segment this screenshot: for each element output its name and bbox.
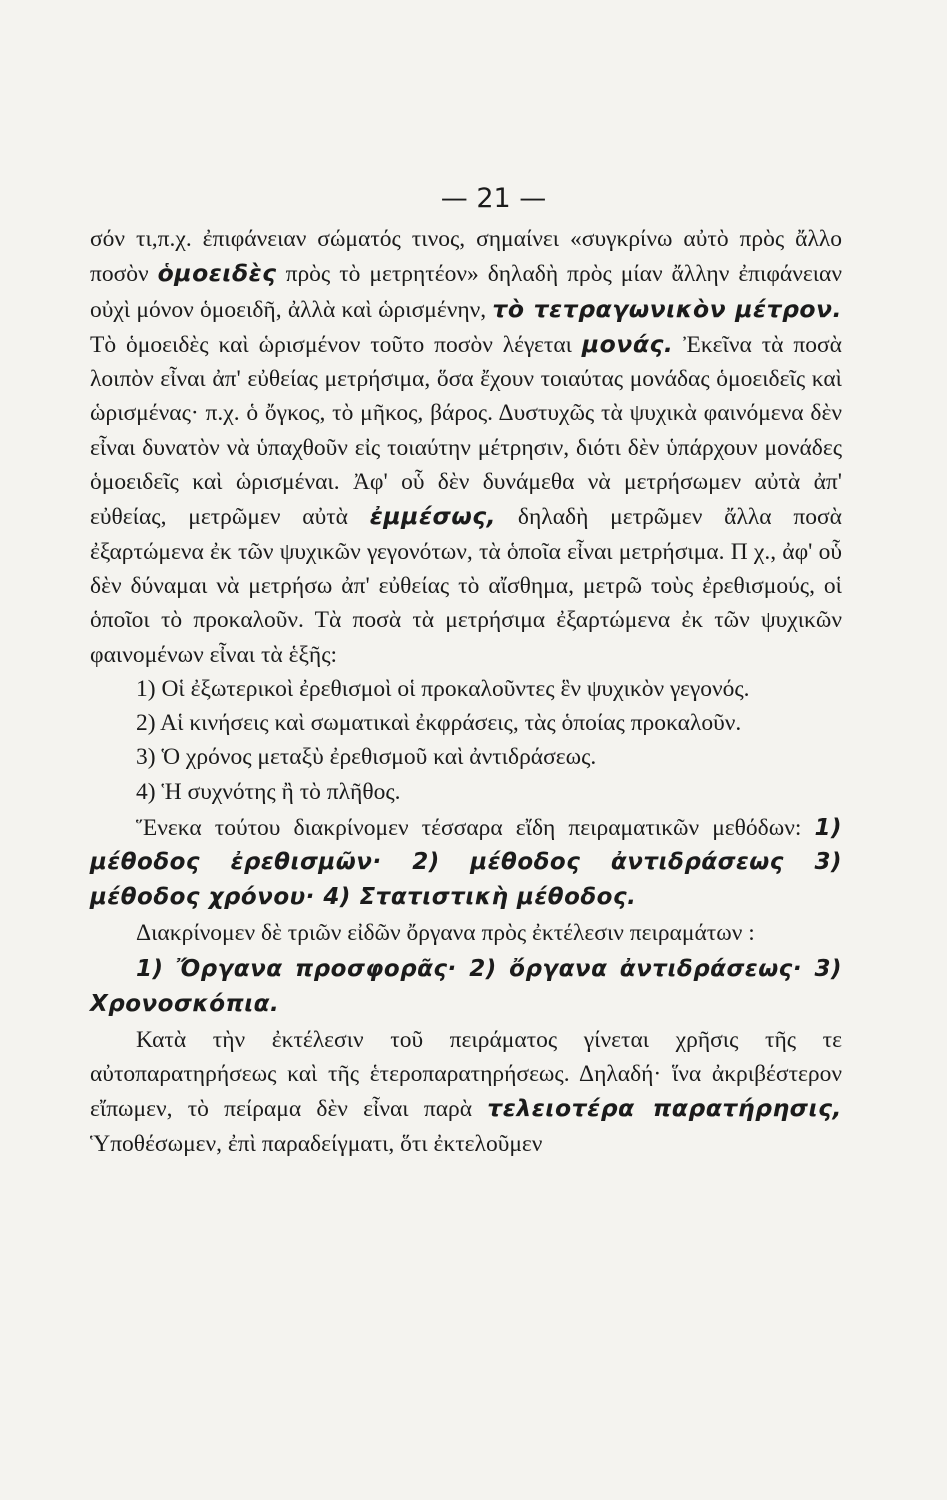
emphasis-term: ἐμμέσως, xyxy=(369,502,497,531)
text-run: Ὑποθέσωμεν, ἐπὶ παραδείγματι, ὅτι ἐκτελοῦμεν xyxy=(90,1130,543,1157)
paragraph-instruments xyxy=(90,916,842,950)
paragraph-observation xyxy=(90,1023,842,1161)
paragraph-instrument-list xyxy=(90,952,842,1021)
list-item: 3) Ὁ χρόνος μεταξὺ ἐρεθισμοῦ καὶ ἀντιδράσεως. xyxy=(136,744,597,771)
list-item: 2) Αἱ κινήσεις καὶ σωματικαὶ ἐκφράσεις, τὰς ὁποίας προκαλοῦν. xyxy=(136,710,742,737)
emphasis-term: μονάς. xyxy=(581,329,674,358)
emphasis-term: τελειοτέρα παρατήρησις, xyxy=(487,1094,842,1123)
page-number: — 21 — xyxy=(440,183,547,214)
text-run: δηλαδὴ μετρῶμεν ἄλλα ποσὰ ἐξαρτώμενα ἐκ τῶν ψυχικῶν γεγονότων, τὰ ὁποῖα εἶναι μετρήσιμα. Π χ., ἀφ' οὗ δὲν δύναμαι νὰ μετρήσω ἀπ' εὐθείας τὸ αἴσθημα, μετρῶ τοὺς ἐρεθισμούς, οἱ ὁποῖοι τὸ προκαλοῦν. Τὰ ποσὰ τὰ μετρήσιμα ἐξαρτώμενα ἐκ τῶν ψυχικῶν φαινομένων εἶναι τὰ ἑξῆς: xyxy=(90,504,842,668)
paragraph-methods xyxy=(90,811,842,914)
page-body xyxy=(90,222,842,1161)
text-run: Διακρίνομεν δὲ τριῶν εἰδῶν ὄργανα πρὸς ἐκτέλεσιν πειραμάτων : xyxy=(136,919,755,946)
emphasis-term: 1) μέθοδος ἐρεθισμῶν· 2) μέθοδος ἀντιδράσεως 3) μέθοδος χρόνου· 4) Στατιστικὴ μέθοδος. xyxy=(90,815,842,910)
list-item: 1) Οἱ ἐξωτερικοὶ ἐρεθισμοὶ οἱ προκαλοῦντες ἓν ψυχικὸν γεγονός. xyxy=(136,675,750,702)
emphasis-term: τὸ τετραγωνικὸν μέτρον. xyxy=(492,294,842,323)
text-run: Τὸ ὁμοειδὲς καὶ ὡρισμένον τοῦτο ποσὸν λέγεται xyxy=(90,331,582,358)
emphasis-term: 1) Ὄργανα προσφορᾶς· 2) ὄργανα ἀντιδράσεως· 3) Χρονοσκόπια. xyxy=(90,956,842,1017)
emphasis-term: ὁμοειδὲς xyxy=(157,259,277,288)
text-run: πρὸς τὸ μετρητέον» δηλαδὴ πρὸς μίαν ἄλλην ἐπιφάνειαν οὐχὶ μόνον ὁμοειδῆ, ἀλλὰ καὶ ὡρισμένην, xyxy=(90,261,842,323)
text-run: σόν τι,π.χ. ἐπιφάνειαν σώματός τινος, σημαίνει «συγκρίνω αὐτὸ πρὸς ἄλλο ποσὸν xyxy=(90,226,842,288)
text-run: Κατὰ τὴν ἐκτέλεσιν τοῦ πειράματος γίνεται χρῆσις τῆς τε αὐτοπαρατηρήσεως καὶ τῆς ἑτεροπαρατηρήσεως. Δηλαδή· ἵνα ἀκριβέστερον εἴπωμεν, τὸ πείραμα δὲν εἶναι παρὰ xyxy=(90,1026,842,1123)
paragraph-measurement xyxy=(90,222,842,672)
text-run: Ἐκεῖνα τὰ ποσὰ λοιπὸν εἶναι ἀπ' εὐθείας μετρήσιμα, ὅσα ἔχουν τοιαύτας μονάδας ὁμοειδεῖς καὶ ὡρισμένας· π.χ. ὁ ὄγκος, τὸ μῆκος, βάρος. Δυστυχῶς τὰ ψυχικὰ φαινόμενα δὲν εἶναι δυνατὸν νὰ ὑπαχθοῦν εἰς τοιαύτην μέτρησιν, διότι δὲν ὑπάρχουν μονάδες ὁμοειδεῖς καὶ ὡρισμέναι. Ἀφ' οὗ δὲν δυνάμεθα νὰ μετρήσωμεν αὐτὰ ἀπ' εὐθείας, μετρῶμεν αὐτὰ xyxy=(90,331,842,531)
list-item: 4) Ἡ συχνότης ἢ τὸ πλῆθος. xyxy=(136,778,401,805)
text-run: Ἕνεκα τούτου διακρίνομεν τέσσαρα εἴδη πειραματικῶν μεθόδων: xyxy=(136,815,815,842)
